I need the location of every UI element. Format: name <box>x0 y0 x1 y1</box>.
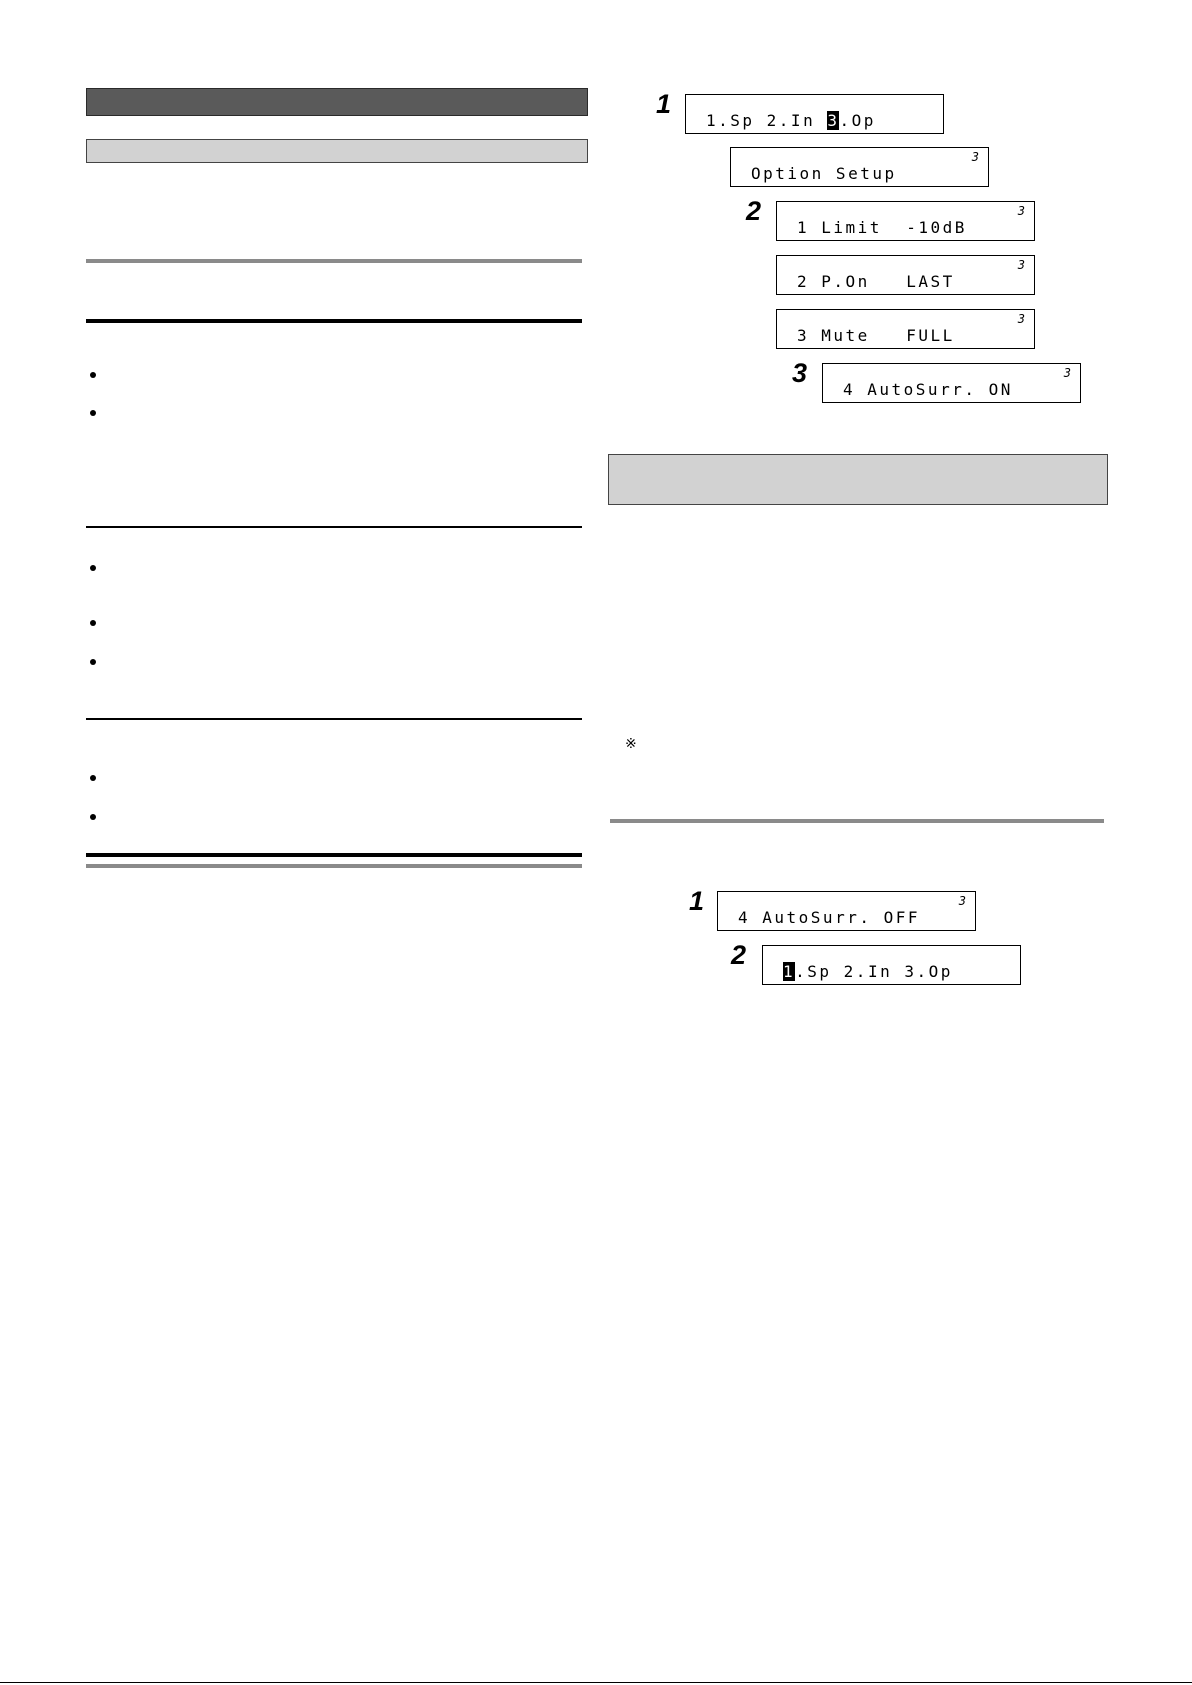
subsection-header-bar <box>86 139 588 163</box>
display-panel <box>685 94 944 134</box>
display-indicator: 3 <box>958 894 966 908</box>
display-panel <box>776 255 1035 295</box>
display-indicator: 3 <box>1017 204 1025 218</box>
note-mark: ※ <box>625 735 637 751</box>
display-text: 1.Sp 2.In 3.Op <box>706 111 876 130</box>
display-highlight: 1 <box>783 962 796 981</box>
bullet <box>90 814 96 820</box>
display-indicator: 3 <box>1063 366 1071 380</box>
display-text: Option Setup <box>751 164 897 183</box>
bullet <box>90 410 96 416</box>
section-divider <box>86 319 582 323</box>
section-divider <box>86 526 582 528</box>
section-divider <box>86 718 582 720</box>
step-number: 2 <box>731 940 747 970</box>
step-number: 2 <box>746 196 762 226</box>
bullet <box>90 565 96 571</box>
step-number: 1 <box>656 89 672 119</box>
display-panel <box>762 945 1021 985</box>
display-text: 3 Mute FULL <box>797 326 955 345</box>
step-number: 3 <box>792 358 808 388</box>
display-indicator: 3 <box>1017 312 1025 326</box>
display-indicator: 3 <box>971 150 979 164</box>
section-divider <box>86 853 582 857</box>
display-panel <box>730 147 989 187</box>
display-panel <box>776 201 1035 241</box>
display-indicator: 3 <box>1017 258 1025 272</box>
display-text: 2 P.On LAST <box>797 272 955 291</box>
display-text: 1.Sp 2.In 3.Op <box>783 962 953 981</box>
section-divider <box>86 864 582 868</box>
display-text: 1 Limit -10dB <box>797 218 967 237</box>
display-panel <box>822 363 1081 403</box>
info-box <box>608 454 1108 505</box>
page-footer-rule <box>0 1682 1192 1683</box>
section-header-bar <box>86 88 588 116</box>
display-text: 4 AutoSurr. OFF <box>738 908 920 927</box>
bullet <box>90 659 96 665</box>
section-divider <box>610 819 1104 823</box>
display-panel <box>776 309 1035 349</box>
bullet <box>90 372 96 378</box>
display-panel <box>717 891 976 931</box>
display-highlight: 3 <box>827 111 840 130</box>
section-divider <box>86 259 582 263</box>
bullet <box>90 775 96 781</box>
bullet <box>90 620 96 626</box>
step-number: 1 <box>689 886 705 916</box>
display-text: 4 AutoSurr. ON <box>843 380 1013 399</box>
